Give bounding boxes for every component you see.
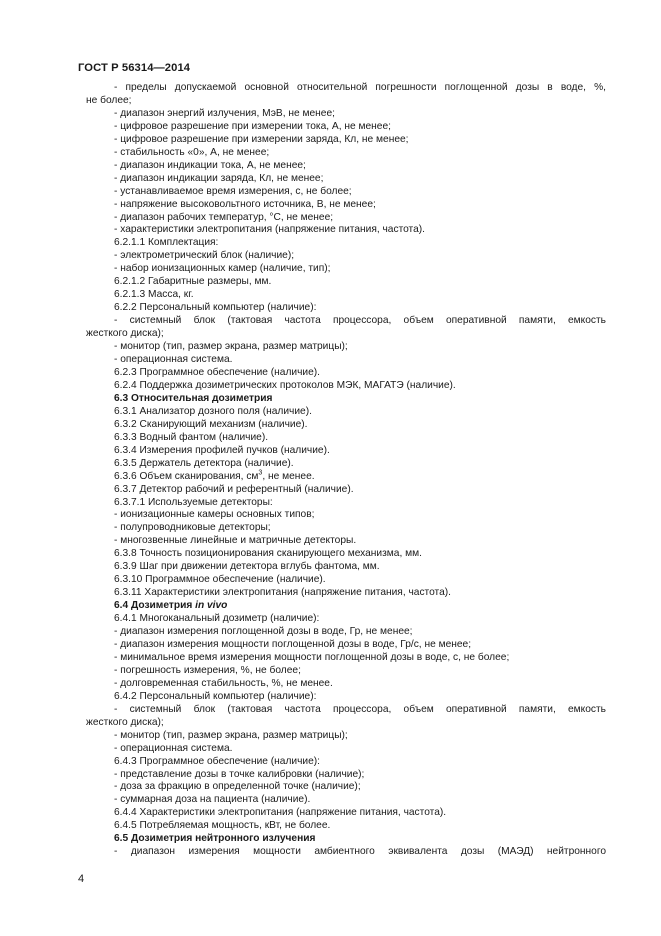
text-line [86,458,606,471]
line-text: - диапазон индикации заряда, Кл, не менее; [114,172,324,184]
line-text: 6.4.5 Потребляемая мощность, кВт, не более. [114,820,331,832]
text-line [86,484,606,497]
text-line [86,263,606,276]
line-text: - диапазон рабочих температур, °С, не менее; [114,211,334,223]
text-line [86,224,606,237]
text-line [86,781,606,794]
text-line [86,367,606,380]
text-line [86,704,606,717]
text-line [86,302,606,315]
text-line [86,315,606,328]
line-text: - монитор (тип, размер экрана, размер матрицы); [114,729,348,741]
line-text: 6.4.3 Программное обеспечение (наличие): [114,755,320,767]
text-line [86,613,606,626]
text-line [86,820,606,833]
line-text: - полупроводниковые детекторы; [114,522,271,534]
line-text: - монитор (тип, размер экрана, размер матрицы); [114,341,348,353]
line-text: - цифровое разрешение при измерении заряда, Кл, не менее; [114,133,409,145]
text-line [86,548,606,561]
text-line [86,471,606,484]
text-line [86,769,606,782]
line-text: - минимальное время измерения мощности поглощенной дозы в воде, с, не более; [114,651,510,663]
text-line [86,237,606,250]
line-text: - стабильность «0», А, не менее; [114,146,270,158]
line-text: 6.3.9 Шаг при движении детектора вглубь фантома, мм. [114,561,380,573]
line-text: - пределы допускаемой основной относительной погрешности поглощенной дозы в воде, %, [114,82,606,93]
line-text: - электрометрический блок (наличие); [114,250,295,262]
line-text: - набор ионизационных камер (наличие, тип); [114,263,331,275]
line-text: 6.3.2 Сканирующий механизм (наличие). [114,418,308,430]
line-text: - диапазон измерения поглощенной дозы в воде, Гр, не менее; [114,626,413,638]
text-line [86,600,606,613]
line-text: 6.4.2 Персональный компьютер (наличие): [114,690,317,702]
text-line [86,756,606,769]
text-line [86,250,606,263]
text-line [86,212,606,225]
line-text: 6.4.1 Многоканальный дозиметр (наличие): [114,613,320,625]
text-line [86,121,606,134]
text-line [86,432,606,445]
line-text: - устанавливаемое время измерения, с, не более; [114,185,352,197]
text-line [86,833,606,846]
text-line [86,678,606,691]
line-text: 6.3.11 Характеристики электропитания (напряжение питания, частота). [114,587,451,599]
line-text: 6.2.1.3 Масса, кг. [114,289,194,301]
text-line [86,626,606,639]
text-line [86,289,606,302]
text-line [86,147,606,160]
line-text: - ионизационные камеры основных типов; [114,509,315,521]
line-text: - операционная система. [114,354,233,366]
line-text: 6.2.1.1 Комплектация: [114,237,219,249]
line-text: - диапазон индикации тока, А, не менее; [114,159,306,171]
text-line [86,665,606,678]
text-line [86,717,606,730]
line-text: 6.2.4 Поддержка дозиметрических протоколов МЭК, МАГАТЭ (наличие). [114,379,456,391]
line-text: 6.2.2 Персональный компьютер (наличие): [114,302,317,314]
line-text: 6.3.8 Точность позиционирования сканирующего механизма, мм. [114,548,422,560]
line-text: 6.3.4 Измерения профилей пучков (наличие). [114,444,330,456]
text-line [86,341,606,354]
line-text: 6.3 Относительная дозиметрия [114,392,273,404]
line-text: жесткого диска); [86,716,164,728]
line-text: - погрешность измерения, %, не более; [114,664,301,676]
line-text: 6.2.3 Программное обеспечение (наличие). [114,366,320,378]
text-line [86,445,606,458]
text-line [86,574,606,587]
line-text: - суммарная доза на пациента (наличие). [114,794,311,806]
line-text: 6.4.4 Характеристики электропитания (напряжение питания, частота). [114,807,447,819]
text-line [86,95,606,108]
line-text: - диапазон измерения мощности поглощенной дозы в воде, Гр/с, не менее; [114,638,472,650]
text-line [86,743,606,756]
line-text: - многозвенные линейные и матричные детекторы. [114,535,357,547]
text-line [86,535,606,548]
line-text: 6.3.5 Держатель детектора (наличие). [114,457,294,469]
document-body [86,82,606,859]
text-line [86,354,606,367]
line-italic: in vivo [195,600,228,612]
text-line [86,186,606,199]
text-line [86,730,606,743]
line-text: - доза за фракцию в определенной точке (наличие); [114,781,361,793]
line-superscript: 3 [258,469,263,477]
line-text: 6.5 Дозиметрия нейтронного излучения [114,833,316,845]
line-text: 6.3.1 Анализатор дозного поля (наличие). [114,405,312,417]
text-line [86,199,606,212]
text-line [86,160,606,173]
line-suffix: , не менее. [262,470,315,482]
text-line [86,587,606,600]
text-line [86,276,606,289]
text-line [86,108,606,121]
page-number: 4 [78,873,85,885]
text-line [86,380,606,393]
line-text: - операционная система. [114,742,233,754]
text-line [86,846,606,859]
text-line [86,691,606,704]
line-text: жесткого диска); [86,328,164,340]
text-line [86,393,606,406]
line-text: 6.3.6 Объем сканирования, см [114,470,259,482]
text-line [86,497,606,510]
text-line [86,561,606,574]
text-line [86,639,606,652]
text-line [86,509,606,522]
text-line [86,173,606,186]
line-text: - диапазон энергий излучения, МэВ, не менее; [114,107,335,119]
line-text: не более; [86,94,132,106]
line-text: - системный блок (тактовая частота процессора, объем оперативной памяти, емкость [114,703,606,715]
line-text: - напряжение высоковольтного источника, В, не менее; [114,198,376,210]
text-line [86,419,606,432]
text-line [86,522,606,535]
text-line [86,328,606,341]
line-text: - представление дозы в точке калибровки (наличие); [114,768,365,780]
line-text: - цифровое разрешение при измерении тока, А, не менее; [114,120,391,132]
text-line [86,807,606,820]
text-line [86,82,606,95]
document-header: ГОСТ Р 56314—2014 [78,62,191,74]
line-text: 6.3.7.1 Используемые детекторы: [114,496,273,508]
line-text: - диапазон измерения мощности амбиентного эквивалента дозы (МАЭД) нейтронного [114,846,606,858]
line-text: 6.3.7 Детектор рабочий и референтный (наличие). [114,483,354,495]
line-text: - характеристики электропитания (напряжение питания, частота). [114,224,425,236]
line-text: - системный блок (тактовая частота процессора, объем оперативной памяти, емкость [114,315,606,327]
text-line [86,406,606,419]
text-line [86,794,606,807]
line-text: 6.3.10 Программное обеспечение (наличие). [114,574,326,586]
text-line [86,652,606,665]
line-text: - долговременная стабильность, %, не менее. [114,677,333,689]
line-text: 6.2.1.2 Габаритные размеры, мм. [114,276,272,288]
line-text: 6.3.3 Водный фантом (наличие). [114,431,269,443]
text-line [86,134,606,147]
line-text: 6.4 Дозиметрия [114,600,196,612]
